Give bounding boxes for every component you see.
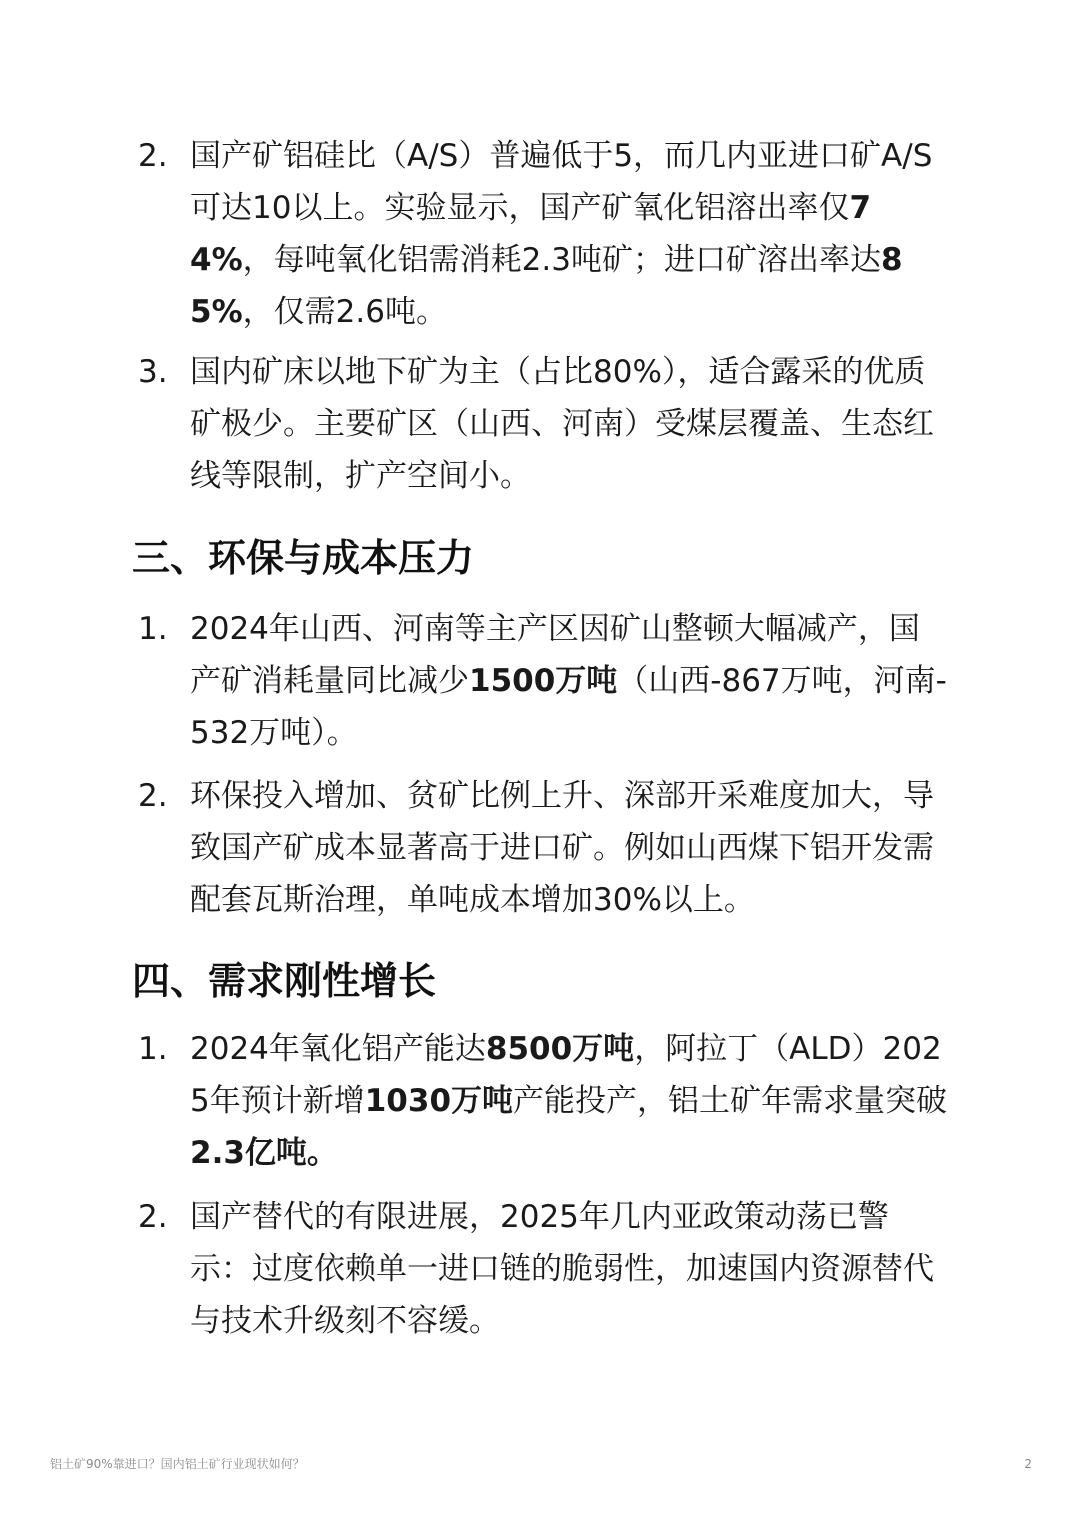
text-run: （山西-867万吨，河南-532万吨）。 xyxy=(190,663,947,751)
numbered-list xyxy=(138,130,948,338)
list-item xyxy=(138,603,948,759)
bold-text-run: 74% xyxy=(190,190,872,278)
text-run: 环保投入增加、贫矿比例上升、深部开采难度加大，导致国产矿成本显著高于进口矿。例如山西煤下铝开发需配套瓦斯治理，单吨成本增加30%以上。 xyxy=(190,778,934,918)
bold-text-run: 2.3亿吨。 xyxy=(190,1135,338,1171)
section-heading: 三、环保与成本压力 xyxy=(132,536,475,580)
list-item xyxy=(138,346,948,502)
list-number: 2. xyxy=(138,138,168,174)
text-run: ，每吨氧化铝需消耗2.3吨矿；进口矿溶出率达 xyxy=(242,242,881,278)
list-number: 1. xyxy=(138,1031,168,1067)
text-run: ，阿拉丁（ALD）2025年预计新增 xyxy=(190,1031,942,1119)
section-heading: 四、需求刚性增长 xyxy=(132,959,437,1003)
list-text xyxy=(190,603,948,759)
text-run: 国内矿床以地下矿为主（占比80%），适合露采的优质矿极少。主要矿区（山西、河南）受煤层覆盖、生态红线等限制，扩产空间小。 xyxy=(190,354,934,494)
list-number: 2. xyxy=(138,778,168,814)
list-item xyxy=(138,1191,948,1347)
bold-text-run: 85% xyxy=(190,242,903,330)
list-text xyxy=(190,346,948,502)
list-text xyxy=(190,130,948,338)
list-item xyxy=(138,1023,948,1179)
page-number: 2 xyxy=(1024,1457,1032,1471)
bold-text-run: 1030万吨 xyxy=(364,1083,514,1119)
list-text xyxy=(190,1191,948,1347)
numbered-list xyxy=(138,346,948,502)
list-number: 1. xyxy=(138,611,168,647)
numbered-list xyxy=(138,770,948,926)
list-text xyxy=(190,1023,948,1179)
bold-text-run: 1500万吨 xyxy=(469,663,618,699)
list-item xyxy=(138,130,948,338)
text-run: 产能投产，铝土矿年需求量突破 xyxy=(513,1083,948,1119)
footer-title: 铝土矿90%靠进口？国内铝土矿行业现状如何？ xyxy=(50,1457,305,1471)
list-text xyxy=(190,770,948,926)
numbered-list xyxy=(138,1191,948,1347)
list-number: 3. xyxy=(138,354,168,390)
list-number: 2. xyxy=(138,1199,168,1235)
bold-text-run: 8500万吨 xyxy=(485,1031,635,1067)
text-run: 2024年山西、河南等主产区因矿山整顿大幅减产，国产矿消耗量同比减少 xyxy=(190,611,920,699)
text-run: 国产替代的有限进展，2025年几内亚政策动荡已警示：过度依赖单一进口链的脆弱性，加速国内资源替代与技术升级刻不容缓。 xyxy=(190,1199,934,1339)
text-run: 国产矿铝硅比（A/S）普遍低于5，而几内亚进口矿A/S可达10以上。实验显示，国产矿氧化铝溶出率仅 xyxy=(190,138,933,226)
numbered-list xyxy=(138,603,948,759)
list-item xyxy=(138,770,948,926)
text-run: 2024年氧化铝产能达 xyxy=(190,1031,486,1067)
text-run: ，仅需2.6吨。 xyxy=(242,294,447,330)
numbered-list xyxy=(138,1023,948,1179)
